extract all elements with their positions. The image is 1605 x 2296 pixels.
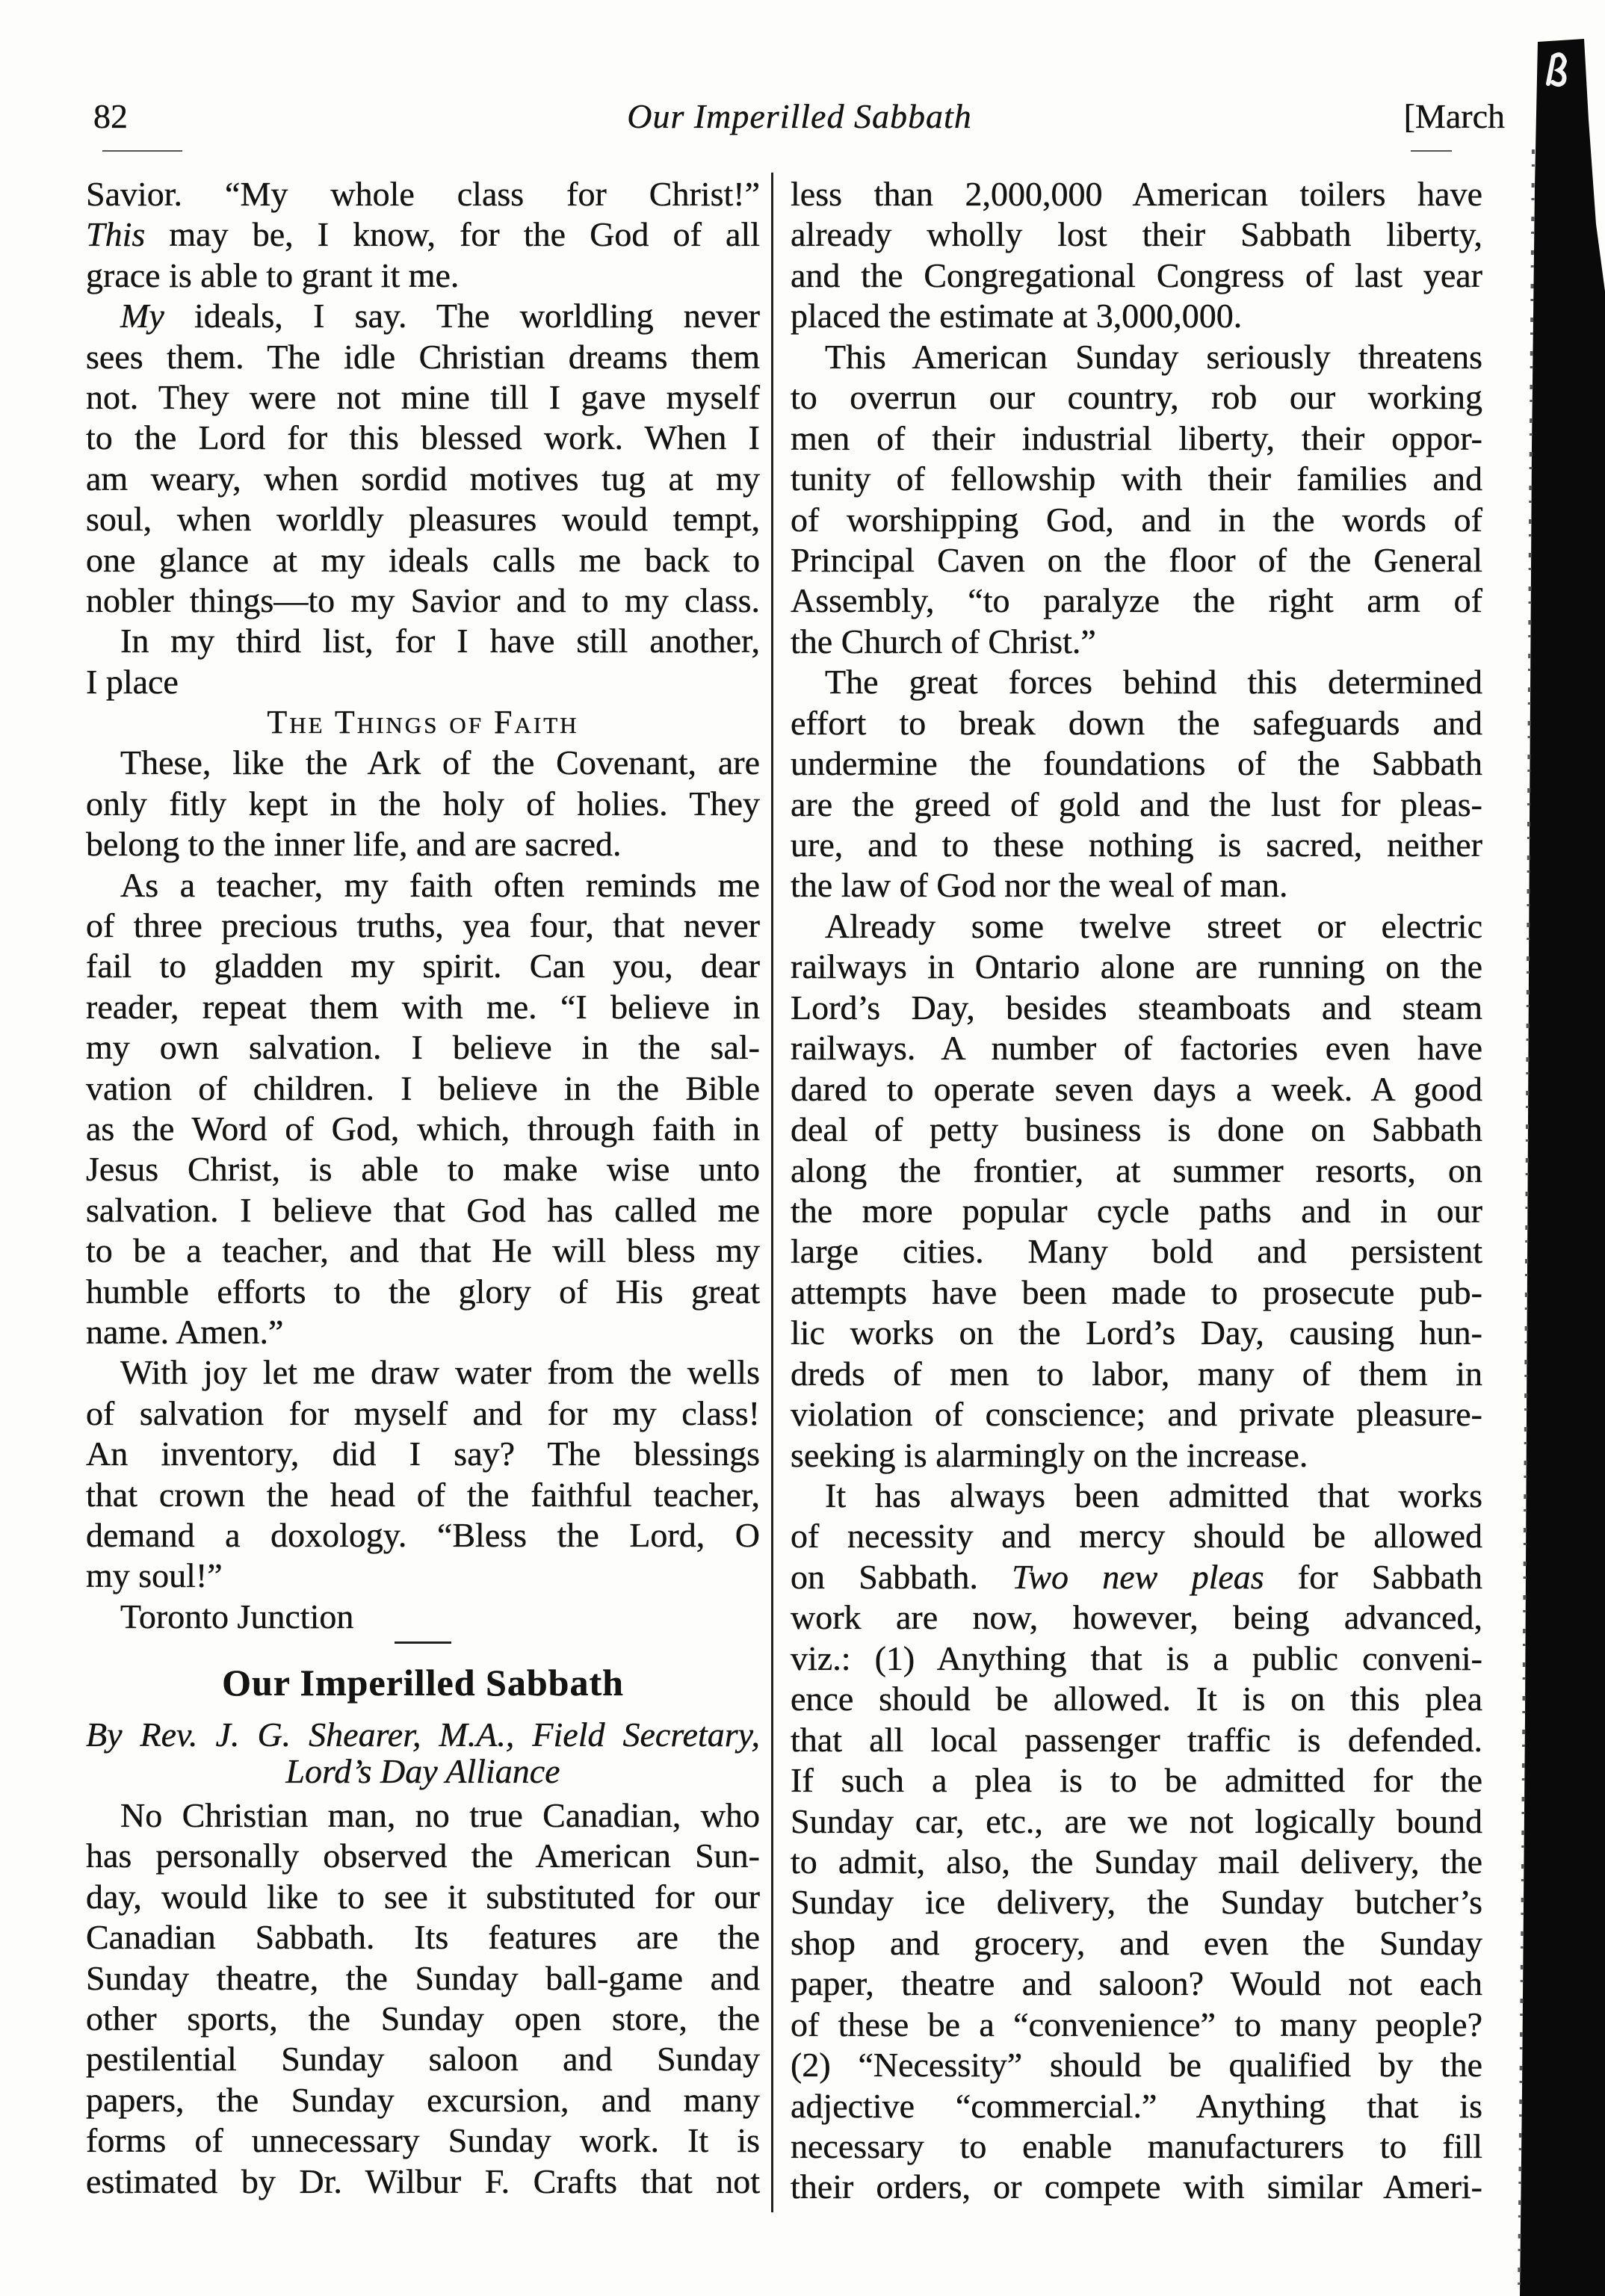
text-line: of these be a “convenience” to many people? [791,2005,1482,2043]
text-line [86,296,760,336]
text-line: their orders, or compete with similar Ameri- [791,2167,1482,2206]
text-line: my soul!” [86,1556,223,1595]
text-line [86,214,760,255]
text-line: Lord’s Day, besides steamboats and steam [791,988,1482,1027]
text-line: large cities. Many bold and persistent [791,1232,1482,1271]
text-line: Canadian Sabbath. Its features are the [86,1918,760,1957]
text-line: If such a plea is to be admitted for the [791,1761,1482,1800]
text-line: salvation. I believe that God has called me [86,1190,760,1229]
text-line: forms of unnecessary Sunday work. It is [86,2121,760,2160]
signoff-location: Toronto Junction [120,1597,354,1636]
text-line: lic works on the Lord’s Day, causing hun- [791,1313,1482,1352]
text-line: reader, repeat them with me. “I believe in [86,987,760,1026]
italic-text: This [86,215,146,254]
text-line: demand a doxology. “Bless the Lord, O [86,1515,760,1554]
text-line: sees them. The idle Christian dreams them [86,337,760,376]
text-line: ure, and to these nothing is sacred, neither [791,826,1482,864]
text-line: only fitly kept in the holy of holies. They [86,784,760,823]
text-line: This American Sunday seriously threatens [825,337,1482,376]
text-line: estimated by Dr. Wilbur F. Crafts that not [86,2162,760,2200]
binding-edge [1520,39,1605,2296]
text-line: work are now, however, being advanced, [791,1598,1482,1637]
text-line: paper, theatre and saloon? Would not each [791,1964,1482,2003]
text-line: Savior. “My whole class for Christ!” [86,175,760,213]
text-line: vation of children. I believe in the Bible [86,1068,760,1107]
text-line: not. They were not mine till I gave myself [86,377,760,416]
text-line: No Christian man, no true Canadian, who [120,1796,760,1834]
italic-text: My [120,297,164,335]
article-title: Our Imperilled Sabbath [222,1662,624,1704]
text-line: Principal Caven on the floor of the General [791,540,1482,579]
text-line: It has always been admitted that works [825,1476,1482,1514]
running-title: Our Imperilled Sabbath [627,97,972,135]
article-text-right [791,174,1482,2208]
text-line: In my third list, for I have still another, [120,622,760,660]
text-line: grace is able to grant it me. [86,256,460,294]
text-line: soul, when worldly pleasures would tempt, [86,500,760,539]
text-line: that crown the head of the faithful teacher, [86,1475,760,1514]
article-affiliation: Lord’s Day Alliance [285,1752,560,1790]
text-line: has personally observed the American Sun- [86,1837,760,1875]
text-line: belong to the inner life, and are sacred. [86,825,622,864]
binding-edge-noise [1519,149,1533,2296]
text-line: dreds of men to labor, many of them in [791,1354,1482,1393]
text-line: of worshipping God, and in the words of [791,500,1482,539]
text-line: seeking is alarmingly on the increase. [791,1435,1308,1474]
text-line: already wholly lost their Sabbath liberty, [791,215,1482,254]
text-line: of salvation for myself and for my class! [86,1393,760,1432]
title-separator-rule [395,1641,451,1644]
text-line: Sunday car, etc., are we not logically bound [791,1801,1482,1840]
text-line: day, would like to see it substituted for our [86,1877,760,1916]
issue-month: [March [1403,97,1505,135]
article-byline: By Rev. J. G. Shearer, M.A., Field Secretary, [86,1715,760,1754]
text-line: Sunday ice delivery, the Sunday butcher’s [791,1883,1482,1922]
text-line: I place [86,662,179,701]
text-line: These, like the Ark of the Covenant, are [120,743,760,782]
text-line: shop and grocery, and even the Sunday [791,1923,1482,1962]
text-line: am weary, when sordid motives tug at my [86,459,760,498]
text-line: that all local passenger traffic is defended. [791,1720,1482,1759]
text-line: Jesus Christ, is able to make wise unto [86,1150,760,1189]
text-line: and the Congregational Congress of last year [791,256,1482,294]
section-heading: The Things of Faith [267,704,579,741]
text-line: dared to operate seven days a week. A good [791,1069,1482,1108]
text-line: An inventory, did I say? The blessings [86,1435,760,1473]
page-number: 82 [93,97,128,135]
text-line: of three precious truths, yea four, that never [86,906,760,945]
text-line: tunity of fellowship with their families and [791,459,1482,498]
text-line: Sunday theatre, the Sunday ball-game and [86,1958,760,1997]
text-line [791,1557,1482,1597]
text-line: As a teacher, my faith often reminds me [120,865,760,904]
text-line: necessary to enable manufacturers to fill [791,2127,1482,2165]
text-line: adjective “commercial.” Anything that is [791,2086,1482,2125]
text-line: undermine the foundations of the Sabbath [791,744,1482,783]
text-line: The great forces behind this determined [825,663,1482,702]
text-line: other sports, the Sunday open store, the [86,1999,760,2037]
text-run: on Sabbath. [791,1557,1012,1596]
italic-text: Two new pleas [1012,1557,1264,1596]
text-line: Assembly, “to paralyze the right arm of [791,581,1482,620]
article-text-left [86,1795,760,2202]
text-line: humble efforts to the glory of His great [86,1272,760,1311]
text-line: to the Lord for this blessed work. When I [86,418,760,457]
text-run: for Sabbath [1264,1557,1482,1596]
text-line: viz.: (1) Anything that is a public conveni- [791,1639,1482,1677]
text-run: ideals, I say. The worldling never [164,297,760,335]
text-line: my own salvation. I believe in the sal- [86,1028,760,1067]
header-rule-right [1411,150,1452,152]
text-run: may be, I know, for the God of all [145,215,760,254]
text-line: With joy let me draw water from the wells [120,1353,760,1392]
text-line: name. Amen.” [86,1312,284,1351]
text-line: men of their industrial liberty, their oppor- [791,418,1482,457]
column-divider [771,173,773,2212]
text-line: railways in Ontario alone are running on the [791,947,1482,986]
text-line: to overrun our country, rob our working [791,378,1482,417]
text-line: (2) “Necessity” should be qualified by the [791,2046,1482,2085]
text-line: one glance at my ideals calls me back to [86,540,760,579]
text-line: of necessity and mercy should be allowed [791,1517,1482,1556]
text-line: are the greed of gold and the lust for pleas- [791,785,1482,823]
text-line: placed the estimate at 3,000,000. [791,297,1243,335]
text-line: the Church of Christ.” [791,622,1096,660]
text-line: less than 2,000,000 American toilers have [791,175,1482,213]
text-line: railways. A number of factories even have [791,1029,1482,1068]
text-line: deal of petty business is done on Sabbath [791,1110,1482,1149]
text-line: along the frontier, at summer resorts, on [791,1151,1482,1189]
text-line: fail to gladden my spirit. Can you, dear [86,947,760,985]
text-line: Already some twelve street or electric [825,906,1482,945]
previous-article-text [86,174,760,1637]
text-line: to admit, also, the Sunday mail delivery, the [791,1842,1482,1881]
binding-mark [1548,55,1565,84]
text-line: as the Word of God, which, through faith in [86,1109,760,1148]
text-line: effort to break down the safeguards and [791,703,1482,742]
header-rule-left [102,150,182,152]
text-line: nobler things—to my Savior and to my class. [86,581,760,619]
text-line: pestilential Sunday saloon and Sunday [86,2040,760,2079]
text-line: violation of conscience; and private pleasure- [791,1395,1482,1434]
text-line: the law of God nor the weal of man. [791,866,1288,905]
text-line: papers, the Sunday excursion, and many [86,2080,760,2119]
text-line: ence should be allowed. It is on this plea [791,1680,1482,1718]
text-line: the more popular cycle paths and in our [791,1191,1482,1230]
text-line: attempts have been made to prosecute pub- [791,1272,1482,1311]
text-line: to be a teacher, and that He will bless my [86,1231,760,1270]
